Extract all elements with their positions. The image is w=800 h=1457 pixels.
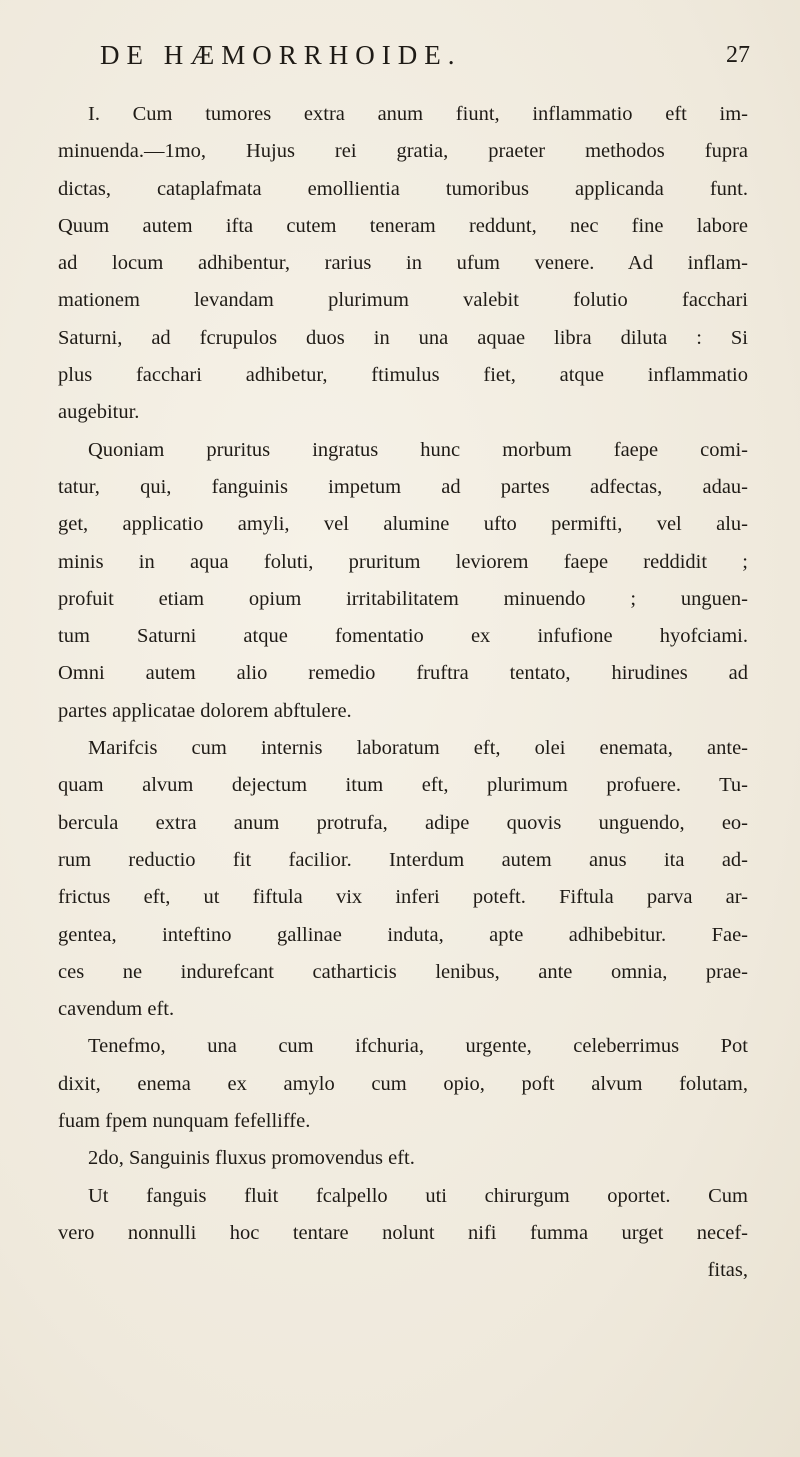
text-line: cavendum eft. [58, 998, 175, 1021]
text-line: minis in aqua foluti, pruritum leviorem faepe reddidit ; [58, 550, 748, 573]
page-number: 27 [726, 42, 750, 68]
text-line: dictas, cataplafmata emollientia tumoribus applicanda funt. [58, 177, 748, 200]
text-line: augebitur. [58, 401, 140, 424]
text-line: plus facchari adhibetur, ftimulus fiet, atque inflammatio [58, 364, 748, 387]
text-line: ad locum adhibentur, rarius in ufum venere. Ad inflam- [58, 252, 748, 275]
text-line: rum reductio fit facilior. Interdum autem anus ita ad- [58, 848, 748, 871]
text-line: Quoniam pruritus ingratus hunc morbum faepe comi- [88, 438, 748, 461]
text-line: tum Saturni atque fomentatio ex infufione hyofciami. [58, 625, 748, 648]
text-line: partes applicatae dolorem abftulere. [58, 699, 352, 722]
text-line: tatur, qui, fanguinis impetum ad partes adfectas, adau- [58, 475, 748, 498]
text-line: Saturni, ad fcrupulos duos in una aquae libra diluta : Si [58, 326, 748, 349]
text-line: 2do, Sanguinis fluxus promovendus eft. [88, 1147, 415, 1170]
text-line: quam alvum dejectum itum eft, plurimum profuere. Tu- [58, 774, 748, 797]
text-line: Quum autem ifta cutem teneram reddunt, nec fine labore [58, 214, 748, 237]
text-line: mationem levandam plurimum valebit folutio facchari [58, 289, 748, 312]
text-line: Tenefmo, una cum ifchuria, urgente, celeberrimus Pot [88, 1035, 748, 1058]
text-line: ces ne indurefcant catharticis lenibus, ante omnia, prae- [58, 960, 748, 983]
text-line: gentea, inteftino gallinae induta, apte adhibebitur. Fae- [58, 923, 748, 946]
text-line: minuenda.—1mo, Hujus rei gratia, praeter methodos fupra [58, 140, 748, 163]
text-line: fitas, [707, 1259, 748, 1282]
page-header [100, 40, 750, 80]
text-line: frictus eft, ut fiftula vix inferi poteft. Fiftula parva ar- [58, 886, 748, 909]
text-line: profuit etiam opium irritabilitatem minuendo ; unguen- [58, 587, 748, 610]
running-title: DE HÆMORRHOIDE. [100, 40, 462, 70]
body-text [58, 96, 748, 1290]
text-line: bercula extra anum protrufa, adipe quovis unguendo, eo- [58, 811, 748, 834]
text-line: Ut fanguis fluit fcalpello uti chirurgum oportet. Cum [88, 1184, 748, 1207]
text-line: get, applicatio amyli, vel alumine ufto permifti, vel alu- [58, 513, 748, 536]
text-line: Omni autem alio remedio fruftra tentato, hirudines ad [58, 662, 748, 685]
text-line: Marifcis cum internis laboratum eft, olei enemata, ante- [88, 737, 748, 760]
text-line: I. Cum tumores extra anum fiunt, inflammatio eft im- [88, 103, 748, 125]
text-line: fuam fpem nunquam fefelliffe. [58, 1110, 311, 1133]
text-line: dixit, enema ex amylo cum opio, poft alvum folutam, [58, 1072, 748, 1095]
text-line: vero nonnulli hoc tentare nolunt nifi fumma urget necef- [58, 1221, 748, 1244]
